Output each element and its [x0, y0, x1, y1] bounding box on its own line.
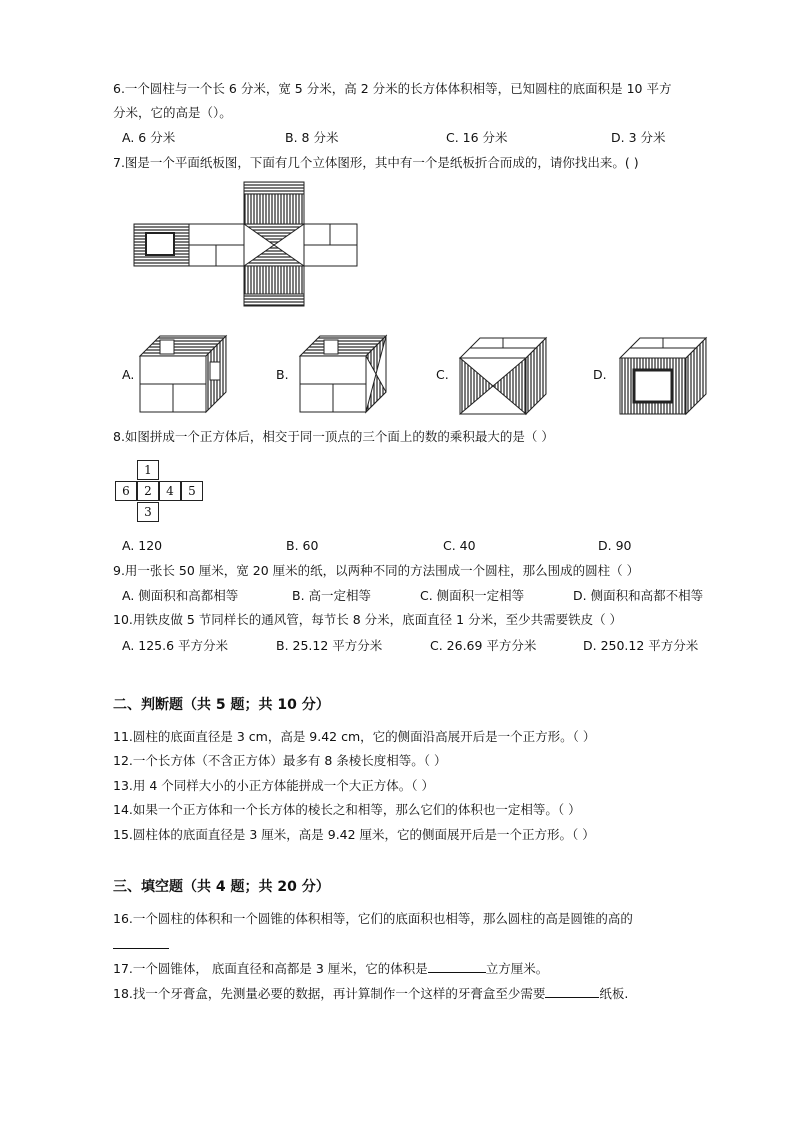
- q16-answer-blank[interactable]: [113, 948, 169, 949]
- q6-option-b: B. 8 分米: [285, 130, 339, 145]
- q7-text: 7.图是一个平面纸板图，下面有几个立体图形，其中有一个是纸板折合而成的，请你找出来。( ): [113, 155, 639, 170]
- q7-net-figure: [133, 181, 359, 307]
- q10-option-a: A. 125.6 平方分米: [122, 638, 229, 653]
- net-face-left: 6: [115, 481, 137, 501]
- net-face-center: 2: [137, 481, 159, 501]
- q18-line: [113, 985, 628, 1003]
- q7-option-a-cube: [138, 334, 228, 414]
- q18-answer-blank[interactable]: [545, 985, 599, 998]
- q13-text: 13.用 4 个同样大小的小正方体能拼成一个大正方体。（ ）: [113, 778, 435, 793]
- q7-option-a-label: A.: [122, 367, 135, 382]
- net-face-top: 1: [137, 460, 159, 480]
- q8-option-c: C. 40: [443, 538, 476, 553]
- q7-option-b-label: B.: [276, 367, 289, 382]
- net-face-right: 4: [159, 481, 181, 501]
- q17-line: [113, 960, 548, 978]
- q9-text: 9.用一张长 50 厘米，宽 20 厘米的纸，以两种不同的方法围成一个圆柱，那么围成的圆柱（ ）: [113, 563, 640, 578]
- q9-option-d: D. 侧面积和高都不相等: [573, 588, 704, 603]
- q8-option-d: D. 90: [598, 538, 632, 553]
- section3-title: 三、填空题（共 4 题；共 20 分）: [113, 879, 330, 895]
- q8-cube-net: [115, 460, 205, 524]
- section2-title: 二、判断题（共 5 题；共 10 分）: [113, 697, 330, 713]
- q6-option-d: D. 3 分米: [611, 130, 666, 145]
- q17-answer-blank[interactable]: [428, 960, 486, 973]
- q12-text: 12.一个长方体（不含正方体）最多有 8 条棱长度相等。（ ）: [113, 753, 447, 768]
- q18-text-post: 纸板.: [599, 986, 629, 1001]
- q7-option-c-label: C.: [436, 367, 449, 382]
- q10-option-b: B. 25.12 平方分米: [276, 638, 383, 653]
- q11-text: 11.圆柱的底面直径是 3 cm，高是 9.42 cm，它的侧面沿高展开后是一个正方形。（ ）: [113, 729, 596, 744]
- q17-text-post: 立方厘米。: [485, 961, 549, 976]
- q10-text: 10.用铁皮做 5 节同样长的通风管，每节长 8 分米，底面直径 1 分米，至少共需要铁皮（ ）: [113, 612, 623, 627]
- q17-text-pre: 17.一个圆锥体， 底面直径和高都是 3 厘米，它的体积是: [113, 961, 428, 976]
- q8-option-b: B. 60: [286, 538, 319, 553]
- q9-option-a: A. 侧面积和高都相等: [122, 588, 239, 603]
- q6-text-line2: 分米，它的高是（）。: [113, 105, 232, 120]
- q7-option-d-label: D.: [593, 367, 607, 382]
- q14-text: 14.如果一个正方体和一个长方体的棱长之和相等，那么它们的体积也一定相等。（ ）: [113, 802, 581, 817]
- q7-option-d-cube: [618, 336, 710, 416]
- q6-text-line1: 6.一个圆柱与一个长 6 分米，宽 5 分米，高 2 分米的长方体体积相等，已知圆柱的底面积是 10 平方: [113, 81, 672, 96]
- q10-option-d: D. 250.12 平方分米: [583, 638, 699, 653]
- q8-option-a: A. 120: [122, 538, 163, 553]
- q9-option-c: C. 侧面积一定相等: [420, 588, 525, 603]
- q6-option-c: C. 16 分米: [446, 130, 508, 145]
- q15-text: 15.圆柱体的底面直径是 3 厘米，高是 9.42 厘米，它的侧面展开后是一个正方形。（ ）: [113, 827, 595, 842]
- net-face-far-right: 5: [181, 481, 203, 501]
- q16-text: 16.一个圆柱的体积和一个圆锥的体积相等，它们的底面积也相等，那么圆柱的高是圆锥的高的: [113, 911, 633, 926]
- q18-text-pre: 18.找一个牙膏盒，先测量必要的数据，再计算制作一个这样的牙膏盒至少需要: [113, 986, 546, 1001]
- q10-option-c: C. 26.69 平方分米: [430, 638, 537, 653]
- net-face-bottom: 3: [137, 502, 159, 522]
- q7-option-b-cube: [298, 334, 390, 414]
- q6-option-a: A. 6 分米: [122, 130, 176, 145]
- q8-text: 8.如图拼成一个正方体后，相交于同一顶点的三个面上的数的乘积最大的是（ ）: [113, 429, 554, 444]
- q7-option-c-cube: [458, 336, 550, 416]
- q9-option-b: B. 高一定相等: [292, 588, 372, 603]
